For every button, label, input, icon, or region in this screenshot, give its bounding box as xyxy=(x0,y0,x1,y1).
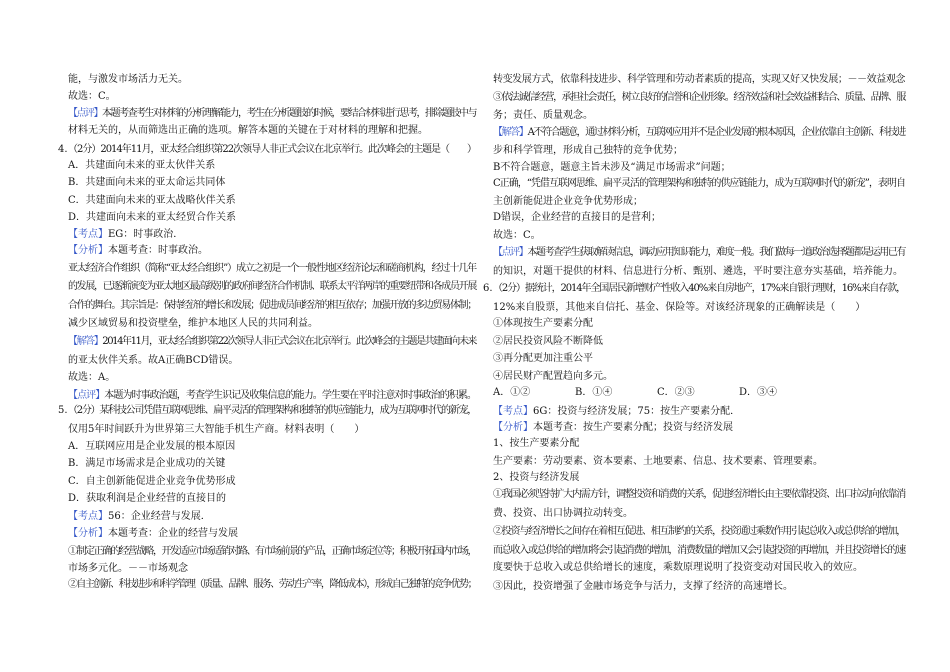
section-tag: 【点评】 xyxy=(68,390,105,401)
line-text: 故选：C。 xyxy=(68,91,116,102)
line-text: 2、投资与经济发展 xyxy=(493,472,580,483)
right-column-line xyxy=(493,456,823,468)
line-text: C．共建面向未来的亚太战略伙伴关系 xyxy=(68,195,236,206)
right-column-line xyxy=(493,526,905,538)
line-text: ③因此，投资增强了金融市场竞争与活力，支撑了经济的高速增长。 xyxy=(493,581,793,592)
right-column-line xyxy=(493,196,643,208)
line-text: 能，与激发市场活力无关。 xyxy=(68,74,188,85)
left-column-line xyxy=(58,144,476,156)
right-column-line xyxy=(493,336,603,348)
right-column-line xyxy=(493,371,613,383)
line-text: D．共建面向未来的亚太经贸合作关系 xyxy=(68,212,237,223)
line-text: 本题考查：时事政治。 xyxy=(108,245,208,256)
line-text: 的亚太伙伴关系。故A正确BCD错误。 xyxy=(68,355,239,366)
left-column-line xyxy=(68,195,236,207)
right-column-line xyxy=(493,230,541,242)
right-column-line xyxy=(493,302,865,314)
left-column-line xyxy=(68,390,476,402)
line-text: 1、按生产要素分配 xyxy=(493,438,580,449)
left-column-line xyxy=(68,229,183,241)
line-text: B．共建面向未来的亚太命运共同体 xyxy=(68,177,226,188)
line-text: ③依法诚信经营，承担社会责任，树立良好的信誉和企业形象。经济效益和社会效益相结合、质量、品牌、服 xyxy=(493,92,905,103)
right-column-line xyxy=(493,247,905,259)
left-column-line xyxy=(68,212,236,224)
line-text: B不符合题意，题意主旨未涉及“满足市场需求”问题； xyxy=(493,162,731,173)
line-text: 本题考查：按生产要素分配；投资与经济发展 xyxy=(533,422,733,433)
line-text: 生产要素：劳动要素、资本要素、土地要素、信息、技术要素、管理要素。 xyxy=(493,456,823,467)
right-column-line xyxy=(493,178,905,190)
left-column-line xyxy=(68,355,238,367)
line-text: 主创新能促进企业竞争优势形成； xyxy=(493,196,643,207)
section-tag: 【分析】 xyxy=(68,245,108,256)
section-tag: 【解答】 xyxy=(493,127,528,138)
line-text: 合作的舞台。其宗旨是：保持经济的增长和发展；促进成员间经济的相互依存；加强开放的多边贸易体制； xyxy=(68,300,476,311)
left-column-line xyxy=(68,74,188,86)
left-column-line xyxy=(68,263,476,275)
right-column-line xyxy=(493,127,905,139)
line-text: （2分）2014年11月，亚太经合组织第22次领导人非正式会议在北京举行。此次峰会的主题是（ ） xyxy=(68,144,476,155)
line-text: 减少区域贸易和投资壁垒，维护本地区人民的共同利益。 xyxy=(68,318,318,329)
line-text: C．自主创新能促进企业竞争优势形成 xyxy=(68,476,236,487)
right-column-line xyxy=(493,74,905,86)
left-column-line xyxy=(68,511,211,523)
line-text: 6G：投资与经济发展；75：按生产要素分配． xyxy=(533,406,741,417)
line-text: ②投资与经济增长之间存在着相互促进、相互制约的关系，投资通过乘数作用引起总收入或总供给的增加， xyxy=(493,526,905,537)
line-text: 本题考查考生对材料的分析理解能力，考生在分析题肢的时候，要结合材料进行思考，排除题肢中与 xyxy=(102,108,476,119)
line-text: 本题考查学生获取解读信息，调动应用知识能力，难度一般。我们做每一道政治选择题都是运用已有 xyxy=(527,247,905,258)
line-text: A不符合题意，通过材料分析，互联网应用并不是企业发展的根本原因，企业依靠自主创新、科技进 xyxy=(527,127,905,138)
question-number: 5. xyxy=(58,405,68,416)
line-text: 56：企业经营与发展． xyxy=(108,511,211,522)
left-column-line xyxy=(68,563,188,575)
line-text: 本题为时事政治题，考查学生识记及收集信息的能力。学生要在平时注意对时事政治的积累。 xyxy=(104,390,476,401)
line-text: 12%来自股票，其他来自信托、基金、保险等。对该经济现象的正确解读是（ ） xyxy=(493,302,866,313)
right-column-line xyxy=(493,266,903,278)
line-text: D．获取利润是企业经营的直接目的 xyxy=(68,493,227,504)
left-column-line xyxy=(68,579,476,591)
line-text: ①体现按生产要素分配 xyxy=(493,318,593,329)
left-column-line xyxy=(68,493,226,505)
section-tag: 【点评】 xyxy=(68,108,102,119)
right-column-line xyxy=(493,562,863,574)
line-text: 亚太经济合作组织（简称“亚太经合组织”）成立之初是一个一般性地区经济论坛和磋商机构，经过十几年 xyxy=(68,263,476,274)
section-tag: 【考点】 xyxy=(68,511,108,522)
left-column-line xyxy=(68,108,476,120)
line-text: 务；责任、质量观念。 xyxy=(493,110,593,121)
line-text: 步和科学管理，形成自己独特的竞争优势； xyxy=(493,145,683,156)
line-text: 材料无关的，从而筛选出正确的选项。解答本题的关键在于对材料的理解和把握。 xyxy=(68,125,428,136)
line-text: ④居民财产配置趋向多元。 xyxy=(493,371,613,382)
left-column-line xyxy=(58,405,476,417)
line-text: 费、投资、出口协调拉动转变。 xyxy=(493,508,633,519)
right-column-line xyxy=(493,145,683,157)
line-text: 的发展，已逐渐演变为亚太地区最高级别的政府间经济合作机制、联系太平洋两岸的重要纽带和各成员开展 xyxy=(68,281,476,292)
right-column-line xyxy=(493,581,793,593)
line-text: ③再分配更加注重公平 xyxy=(493,353,593,364)
right-column-line xyxy=(493,353,593,365)
section-tag: 【分析】 xyxy=(493,422,533,433)
left-column-line xyxy=(68,476,236,488)
left-column-line xyxy=(68,300,476,312)
line-text: 本题考查：企业的经营与发展 xyxy=(108,528,238,539)
question-number: 4. xyxy=(58,144,68,155)
answer-option: D．③④ xyxy=(739,387,778,398)
line-text: 故选：A。 xyxy=(68,372,116,383)
left-column-line xyxy=(68,125,428,137)
section-tag: 【考点】 xyxy=(493,406,533,417)
right-column-line xyxy=(483,283,905,295)
line-text: 故选：C。 xyxy=(493,230,541,241)
answer-option: A．①② xyxy=(493,387,531,398)
right-column-line xyxy=(493,387,821,399)
line-text: D错误，企业经营的直接目的是营利； xyxy=(493,212,662,223)
question-number: 6. xyxy=(483,283,493,294)
right-column-line xyxy=(493,318,593,330)
line-text: 的知识，对题干提供的材料、信息进行分析、甄别、遴选，平时要注意夯实基础，培养能力。 xyxy=(493,266,903,277)
right-column-line xyxy=(493,110,593,122)
answer-option: B．①④ xyxy=(575,387,613,398)
line-text: EG：时事政治． xyxy=(108,229,184,240)
line-text: ②自主创新、科技进步和科学管理（质量、品牌、服务、劳动生产率，降低成本），形成自己独特的竞争优势； xyxy=(68,579,476,590)
left-column-line xyxy=(68,424,364,436)
line-text: （2分）据统计，2014年全国居民新增财产性收入40%来自房地产，17%来自银行理财，16%来自存款， xyxy=(493,283,905,294)
left-column-line xyxy=(68,281,476,293)
line-text: B．满足市场需求是企业成功的关键 xyxy=(68,458,226,469)
section-tag: 【解答】 xyxy=(68,336,103,347)
line-text: ①我国必须坚持扩大内需方针，调整投资和消费的关系，促进经济增长由主要依靠投资、出口拉动向依靠消 xyxy=(493,489,905,500)
left-column-line xyxy=(68,458,225,470)
section-tag: 【点评】 xyxy=(493,247,528,258)
right-column-line xyxy=(493,212,661,224)
left-column-line xyxy=(68,546,476,558)
right-column-line xyxy=(493,162,731,174)
right-column-line xyxy=(493,92,905,104)
left-column-line xyxy=(68,336,476,348)
line-text: 仅用5年时间跃升为世界第三大智能手机生产商。材料表明（ ） xyxy=(68,424,365,435)
line-text: 市场多元化。－－市场观念 xyxy=(68,563,188,574)
left-column-line xyxy=(68,245,208,257)
left-column-line xyxy=(68,177,225,189)
left-column-line xyxy=(68,91,116,103)
line-text: 而总收入或总供给的增加将会引起消费的增加，消费数量的增加又会引起投资的再增加，并且投资增长的速 xyxy=(493,545,905,556)
line-text: C正确，“凭借互联网思维、扁平灵活的管理架构和独特的供应链能力，成为互联网时代的新宠”，表明自 xyxy=(493,178,905,189)
answer-option: C．②③ xyxy=(657,387,695,398)
section-tag: 【分析】 xyxy=(68,528,108,539)
right-column-line xyxy=(493,422,733,434)
right-column-line xyxy=(493,438,579,450)
line-text: A．互联网应用是企业发展的根本原因 xyxy=(68,441,236,452)
right-column-line xyxy=(493,508,633,520)
line-text: ①制定正确的经营战略，开发适应市场适销对路、有市场前景的产品，正确市场定位等；积极开拓国内市场， xyxy=(68,546,476,557)
line-text: 转变发展方式，依靠科技进步、科学管理和劳动者素质的提高，实现又好又快发展；－－效益观念 xyxy=(493,74,905,85)
right-column-line xyxy=(493,472,579,484)
right-column-line xyxy=(493,545,905,557)
line-text: 2014年11月，亚太经合组织第22次领导人非正式会议在北京举行。此次峰会的主题是共建面向未来 xyxy=(102,336,476,347)
left-column-line xyxy=(68,372,115,384)
left-column-line xyxy=(68,160,215,172)
line-text: 度要快于总收入或总供给增长的速度，乘数原理说明了投资变动对国民收入的效应。 xyxy=(493,562,863,573)
line-text: ②居民投资风险不断降低 xyxy=(493,336,603,347)
line-text: （2分）某科技公司凭借互联网思维、扁平灵活的管理架构和独特的供应链能力，成为互联网时代的新宠， xyxy=(68,405,476,416)
left-column-line xyxy=(68,441,235,453)
left-column-line xyxy=(68,318,318,330)
line-text: A．共建面向未来的亚太伙伴关系 xyxy=(68,160,216,171)
right-column-line xyxy=(493,406,740,418)
left-column-line xyxy=(68,528,238,540)
right-column-line xyxy=(493,489,905,501)
section-tag: 【考点】 xyxy=(68,229,108,240)
